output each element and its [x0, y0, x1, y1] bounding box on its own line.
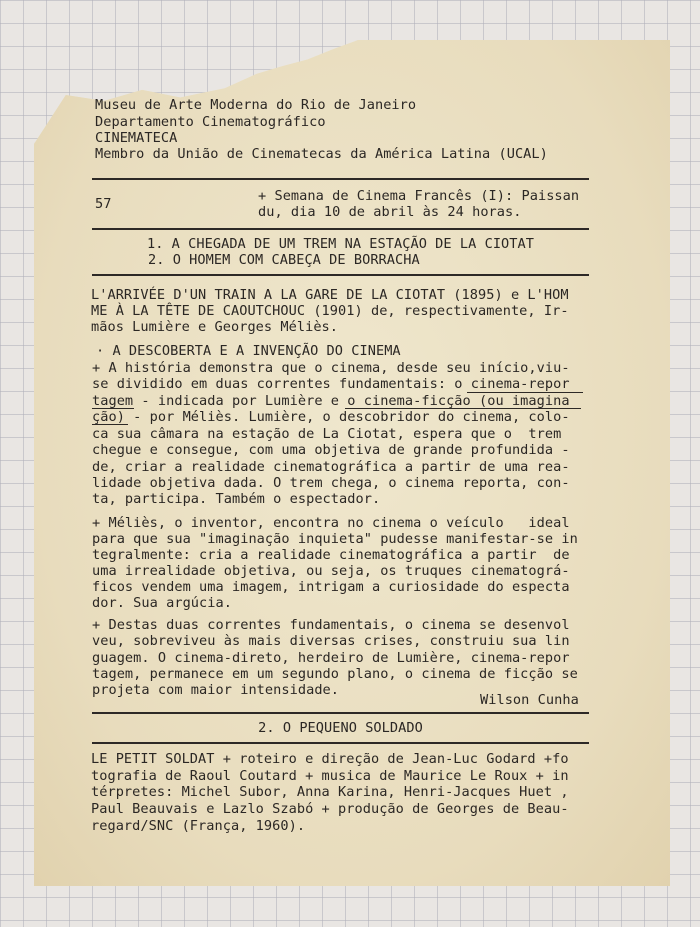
paragraph-2-line: + Méliès, o inventor, encontra no cinema o veículo ideal: [92, 515, 570, 531]
paragraph-1-line: chegue e consegue, com uma objetiva de grande profundida -: [92, 442, 570, 458]
paragraph-3-line: veu, sobreviveu às mais diversas crises, construiu sua lin: [92, 633, 570, 649]
paragraph-2-line: tegralmente: cria a realidade cinematográfica a partir de: [92, 547, 570, 563]
paragraph-2-line: ficos vendem uma imagem, intrigam a curiosidade do especta: [92, 579, 570, 595]
credits-line: Paul Beauvais e Lazlo Szabó + produção de Georges de Beau-: [91, 801, 569, 817]
credits-line: térpretes: Michel Subor, Anna Karina, Henri-Jacques Huet ,: [91, 784, 569, 800]
divider: [92, 228, 589, 230]
underline: [92, 408, 134, 409]
paragraph-1-line: ca sua câmara na estação de La Ciotat, espera que o trem: [92, 426, 562, 442]
session-number: 57: [95, 196, 112, 212]
paragraph-3-line: projeta com maior intensidade.: [92, 682, 340, 698]
divider: [92, 742, 589, 744]
credits-line: regard/SNC (França, 1960).: [91, 818, 306, 834]
paragraph-1-line: + A história demonstra que o cinema, desde seu início,viu-: [92, 360, 570, 376]
paragraph-1-line: ta, participa. Também o espectador.: [92, 491, 381, 507]
header-institution: Museu de Arte Moderna do Rio de Janeiro: [95, 97, 417, 113]
paragraph-2-line: uma irrealidade objetiva, ou seja, os truques cinematográ-: [92, 563, 570, 579]
divider: [92, 712, 589, 714]
paragraph-1-line: de, criar a realidade cinematográfica a partir de uma rea-: [92, 459, 570, 475]
underline: [92, 424, 128, 425]
paragraph-1-line: ção) - por Méliès. Lumière, o descobridor do cinema, colo-: [92, 409, 570, 425]
paragraph-1-line: se dividido em duas correntes fundamentais: o cinema-repor: [92, 376, 570, 392]
header-membership: Membro da União de Cinematecas da América Latina (UCAL): [95, 146, 548, 162]
underline: [345, 408, 581, 409]
author-signature: Wilson Cunha: [480, 692, 579, 708]
credits-line: LE PETIT SOLDAT + roteiro e direção de Jean-Luc Godard +fo: [91, 751, 569, 767]
paragraph-3-line: tagem, permanece em um segundo plano, o cinema de ficção se: [92, 666, 578, 682]
film-title-3: 2. O PEQUENO SOLDADO: [258, 720, 423, 736]
header-department: Departamento Cinematográfico: [95, 114, 326, 130]
paragraph-2-line: dor. Sua argúcia.: [92, 595, 232, 611]
section-heading: · A DESCOBERTA E A INVENÇÃO DO CINEMA: [96, 343, 401, 359]
underline: [467, 392, 583, 393]
film-title-1: 1. A CHEGADA DE UM TREM NA ESTAÇÃO DE LA CIOTAT: [146, 236, 534, 252]
session-line-1: + Semana de Cinema Francês (I): Paissan: [258, 188, 580, 204]
credits-line: tografia de Raoul Coutard + musica de Maurice Le Roux + in: [91, 768, 569, 784]
divider: [92, 274, 589, 276]
film-title-2: 2. O HOMEM COM CABEÇA DE BORRACHA: [148, 252, 420, 268]
paragraph-1-line: tagem - indicada por Lumière e o cinema-ficção (ou imagina: [92, 393, 570, 409]
paragraph-3-line: guagem. O cinema-direto, herdeiro de Lumière, cinema-repor: [92, 650, 570, 666]
intro-line: ME À LA TÊTE DE CAOUTCHOUC (1901) de, respectivamente, Ir-: [91, 303, 569, 319]
paragraph-1-line: lidade objetiva dada. O trem chega, o cinema reporta, con-: [92, 475, 570, 491]
paragraph-2-line: para que sua "imaginação inquieta" pudesse manifestar-se in: [92, 531, 578, 547]
divider: [92, 178, 589, 180]
intro-line: L'ARRIVÉE D'UN TRAIN A LA GARE DE LA CIOTAT (1895) e L'HOM: [91, 287, 569, 303]
paragraph-3-line: + Destas duas correntes fundamentais, o cinema se desenvol: [92, 617, 570, 633]
intro-line: mãos Lumière e Georges Méliès.: [91, 319, 339, 335]
session-line-2: du, dia 10 de abril às 24 horas.: [258, 204, 522, 220]
header-cinemateca: CINEMATECA: [95, 130, 178, 146]
